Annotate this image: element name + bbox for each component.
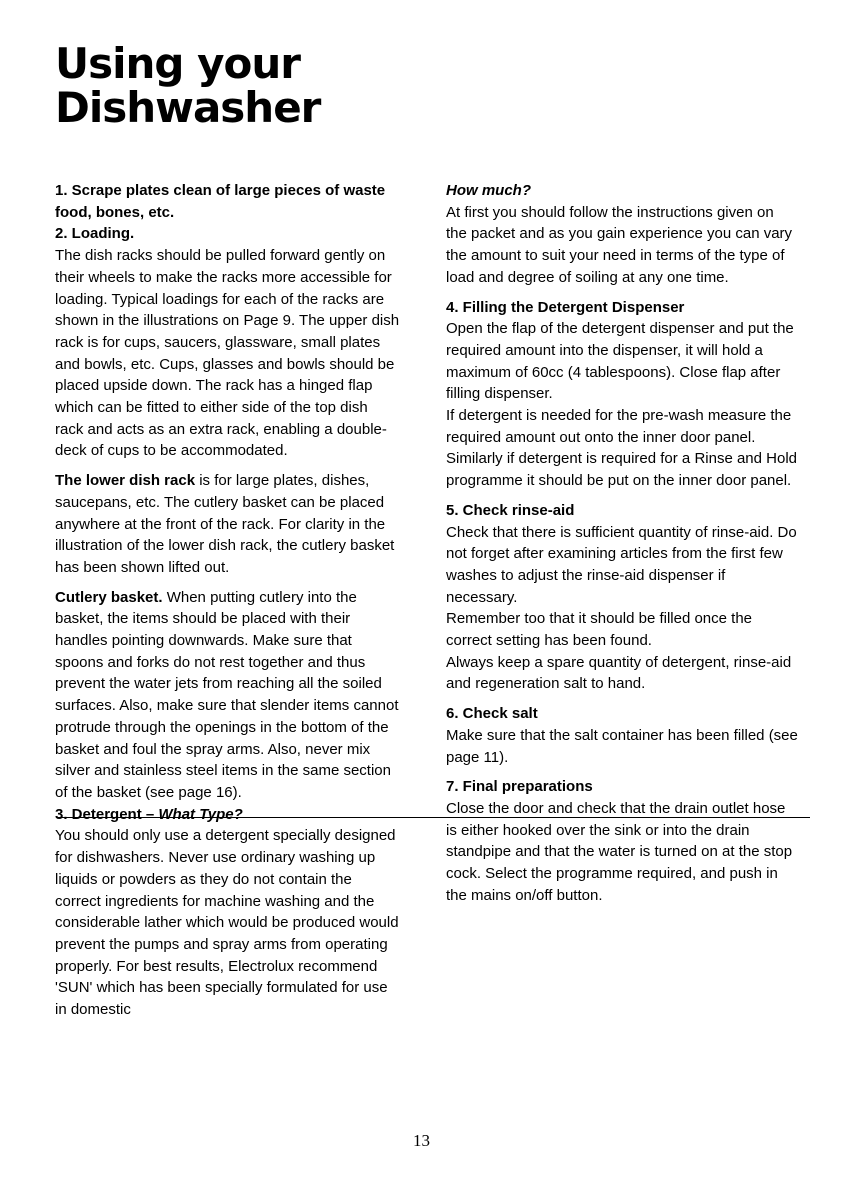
page-title-line-1: Using your (55, 39, 300, 88)
lower-rack-paragraph (55, 470, 400, 579)
page-title-line-2: Dishwasher (55, 83, 321, 132)
step5-text-2: Remember too that it should be filled once the correct setting has been found. (446, 610, 753, 650)
how-much-text: At first you should follow the instructions given on the packet and as you gain experience you can vary the amount to suit your need in terms of the type of load and degree of soiling at any one time. (446, 203, 793, 286)
step2-text: The dish racks should be pulled forward gently on their wheels to make the racks more accessible for loading. Typical loadings for each of the racks are shown in the illustrations on Page 9. The upper dish rack is for cups, saucers, glassware, small plates and bowls, etc. Cups, glasses and bowls should be placed upside down. The rack has a hinged flap which can be fitted to either side of the top dish rack and acts as an extra rack, enabling a double-deck of cups to be accommodated. (55, 247, 400, 460)
step2-heading: 2. Loading. (55, 225, 135, 243)
step3-heading (55, 804, 400, 826)
step3-heading-italic: What Type? (158, 805, 243, 823)
step7-heading: 7. Final preparations (446, 778, 593, 796)
how-much-heading: How much? (446, 182, 531, 199)
step4-heading: 4. Filling the Detergent Dispenser (446, 298, 685, 316)
page-number: 13 (413, 1131, 430, 1150)
step4-text-1: Open the flap of the detergent dispenser and put the required amount into the dispenser, it will hold a maximum of 60cc (4 tablespoons). Close flap after filling dispenser. (446, 320, 794, 403)
lower-rack-text: is for large plates, dishes, saucepans, etc. The cutlery basket can be placed anywhere at the front of the rack. For clarity in the illustration of the lower dish rack, the cutlery basket has been shown lifted out. (55, 472, 395, 576)
step6-text: Make sure that the salt container has been filled (see page 11). (446, 726, 798, 766)
step3-heading-prefix: 3. Detergent – (55, 805, 159, 823)
step5-text-1: Check that there is sufficient quantity of rinse-aid. Do not forget after examining articles from the first few washes to adjust the rinse-aid dispenser if necessary. (446, 523, 797, 606)
footer-rule (58, 817, 810, 818)
step3-text: You should only use a detergent specially designed for dishwashers. Never use ordinary washing up liquids or powders as they do not contain the correct ingredients for machine washing and the considerable lather which would be produced would prevent the pumps and spray arms from operating properly. For best results, Electrolux recommend 'SUN' which has been specially formulated for use in domestic (55, 827, 399, 1019)
step1-heading: 1. Scrape plates clean of large pieces of waste food, bones, etc. (55, 182, 386, 221)
step5-text-3: Always keep a spare quantity of detergent, rinse-aid and regeneration salt to hand. (446, 653, 792, 693)
left-column (55, 180, 400, 1021)
step4-text-2: If detergent is needed for the pre-wash measure the required amount out onto the inner door panel. Similarly if detergent is required for a Rinse and Hold programme it should be put on the inner door panel. (446, 407, 797, 490)
lower-rack-label: The lower dish rack (55, 472, 196, 490)
cutlery-paragraph (55, 587, 400, 804)
right-column (446, 180, 798, 907)
step6-heading: 6. Check salt (446, 705, 538, 723)
cutlery-label: Cutlery basket. (55, 588, 163, 606)
page-title (55, 39, 321, 132)
step7-text: Close the door and check that the drain outlet hose is either hooked over the sink or into the drain standpipe and that the water is turned on at the stop cock. Select the programme required, and push in the mains on/off button. (446, 799, 793, 904)
step5-heading: 5. Check rinse-aid (446, 501, 575, 519)
cutlery-text: When putting cutlery into the basket, the items should be placed with their handles pointing downwards. Make sure that spoons and forks do not rest together and thus prevent the water jets from reaching all the soiled surfaces. Also, make sure that slender items cannot protrude through the openings in the bottom of the basket and foul the spray arms. Also, never mix silver and stainless steel items in the same section of the basket (see page 16). (55, 588, 399, 801)
